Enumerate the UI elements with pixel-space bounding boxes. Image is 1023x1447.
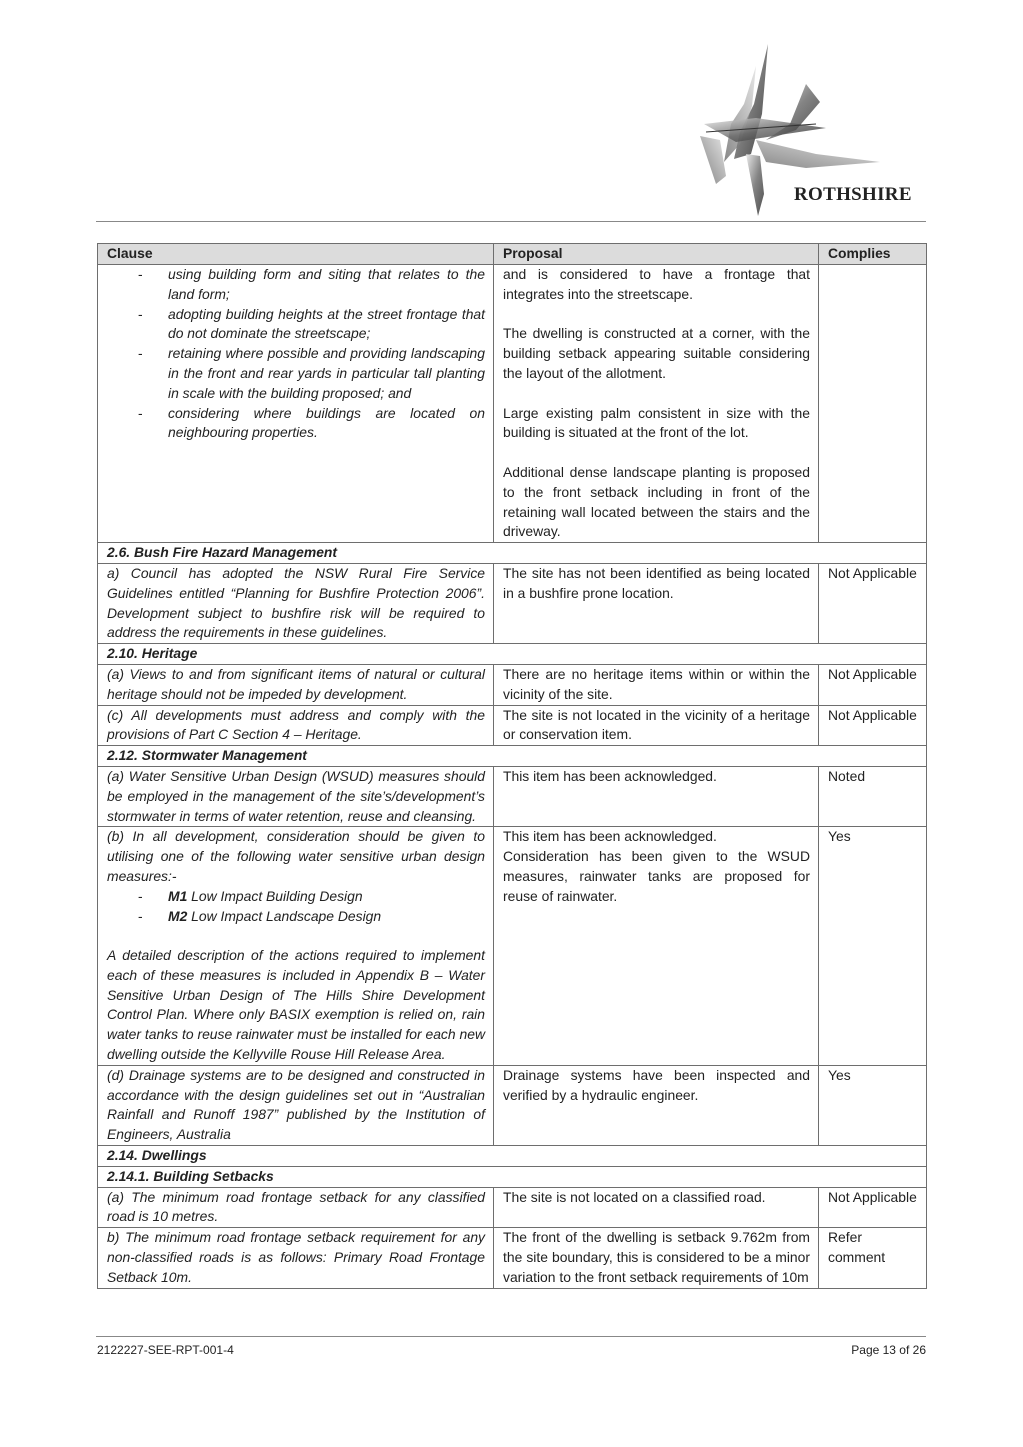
measure-text: Low Impact Building Design [187, 887, 363, 904]
clause-text: (b) In all development, consideration should be given to utilising one of the following water sensitive urban design measures:- [107, 828, 485, 884]
clause-cell [98, 265, 494, 543]
clause-text: A detailed description of the actions required to implement each of these measures is included in Appendix B – Water Sensitive Urban Design of The Hills Shire Development Control Plan. Where only BASIX exemption is relied on, rain water tanks to reuse rainwater must be installed for each new dwelling outside the Kellyville Rouse Hill Release Area. [107, 947, 485, 1063]
table-row [98, 1187, 927, 1228]
proposal-text: Consideration has been given to the WSUD measures, rainwater tanks are proposed for reuse of rainwater. [503, 848, 810, 904]
proposal-cell: There are no heritage items within or within the vicinity of the site. [494, 664, 819, 705]
complies-cell: Yes [819, 1065, 927, 1145]
proposal-cell: Drainage systems have been inspected and verified by a hydraulic engineer. [494, 1065, 819, 1145]
table-row [98, 265, 927, 543]
table-header-row [98, 244, 927, 265]
section-heading: 2.6. Bush Fire Hazard Management [98, 543, 927, 564]
section-heading-row [98, 1166, 927, 1187]
section-heading-row [98, 644, 927, 665]
clause-cell: (a) The minimum road frontage setback for any classified road is 10 metres. [98, 1187, 494, 1228]
proposal-text: The dwelling is constructed at a corner, with the building setback appearing suitable considering the layout of the allotment. [503, 325, 810, 381]
complies-cell: Not Applicable [819, 664, 927, 705]
table-row [98, 827, 927, 1066]
table-row [98, 664, 927, 705]
col-header-clause: Clause [98, 244, 494, 265]
measure-code: M2 [168, 907, 188, 924]
section-heading: 2.12. Stormwater Management [98, 746, 927, 767]
clause-cell: a) Council has adopted the NSW Rural Fire Service Guidelines entitled “Planning for Bushfire Protection 2006”. Development subject to bushfire risk will be required to address the requirements in these guidelines. [98, 563, 494, 643]
complies-cell [819, 265, 927, 543]
list-item: - adopting building heights at the street frontage that do not dominate the streetscape; [107, 305, 485, 345]
section-heading-row [98, 1146, 927, 1167]
list-item: - using building form and siting that relates to the land form; [107, 265, 485, 305]
complies-cell: Not Applicable [819, 705, 927, 746]
complies-cell: Not Applicable [819, 563, 927, 643]
proposal-text: This item has been acknowledged. [503, 828, 717, 845]
section-heading: 2.10. Heritage [98, 644, 927, 665]
proposal-cell [494, 265, 819, 543]
measure-code: M1 [168, 887, 188, 904]
clause-cell [98, 827, 494, 1066]
section-heading: 2.14. Dwellings [98, 1146, 927, 1167]
proposal-cell: The site has not been identified as being located in a bushfire prone location. [494, 563, 819, 643]
complies-cell: Noted [819, 766, 927, 826]
proposal-cell: The site is not located on a classified road. [494, 1187, 819, 1228]
section-heading: 2.14.1. Building Setbacks [98, 1166, 927, 1187]
clause-cell: (c) All developments must address and comply with the provisions of Part C Section 4 – Heritage. [98, 705, 494, 746]
table-row [98, 1065, 927, 1145]
proposal-cell: The site is not located in the vicinity of a heritage or conservation item. [494, 705, 819, 746]
page-number: Page 13 of 26 [851, 1343, 926, 1357]
list-item: - considering where buildings are located on neighbouring properties. [107, 404, 485, 444]
list-item: - retaining where possible and providing landscaping in the front and rear yards in particular tall planting in scale with the building proposed; and [107, 344, 485, 403]
logo-wordmark: ROTHSHIRE [794, 184, 912, 205]
compliance-table [97, 243, 927, 1289]
document-reference: 2122227-SEE-RPT-001-4 [97, 1343, 234, 1357]
list-item [107, 887, 485, 907]
proposal-text: and is considered to have a frontage that integrates into the streetscape. [503, 266, 810, 302]
proposal-cell: The front of the dwelling is setback 9.762m from the site boundary, this is considered to be a minor variation to the front setback requirements of 10m [494, 1228, 819, 1288]
proposal-text: Large existing palm consistent in size with the building is situated at the front of the lot. [503, 404, 810, 441]
complies-cell: Yes [819, 827, 927, 1066]
table-row [98, 705, 927, 746]
list-item [107, 907, 485, 927]
table-row [98, 766, 927, 826]
clause-list [107, 265, 485, 443]
clause-cell: b) The minimum road frontage setback requirement for any non-classified roads is as follows: Primary Road Frontage Setback 10m. [98, 1228, 494, 1288]
section-heading-row [98, 543, 927, 564]
measure-text: Low Impact Landscape Design [187, 907, 382, 924]
table-row [98, 1228, 927, 1288]
clause-cell: (d) Drainage systems are to be designed and constructed in accordance with the design guidelines set out in “Australian Rainfall and Runoff 1987” published by the Institution of Engineers, Australia [98, 1065, 494, 1145]
header-divider [96, 221, 926, 222]
table-row [98, 563, 927, 643]
footer-divider [96, 1336, 926, 1337]
col-header-proposal: Proposal [494, 244, 819, 265]
proposal-cell [494, 827, 819, 1066]
proposal-cell: This item has been acknowledged. [494, 766, 819, 826]
proposal-text: Additional dense landscape planting is proposed to the front setback including in front of the retaining wall located between the stairs and the driveway. [503, 463, 810, 540]
complies-cell: Not Applicable [819, 1187, 927, 1228]
section-heading-row [98, 746, 927, 767]
col-header-complies: Complies [819, 244, 927, 265]
complies-cell: Refer comment [819, 1228, 927, 1288]
clause-cell: (a) Water Sensitive Urban Design (WSUD) measures should be employed in the management of the site’s/development’s stormwater in terms of water retention, reuse and cleansing. [98, 766, 494, 826]
company-logo [696, 44, 926, 219]
measures-list [107, 887, 485, 927]
clause-cell: (a) Views to and from significant items of natural or cultural heritage should not be impeded by development. [98, 664, 494, 705]
